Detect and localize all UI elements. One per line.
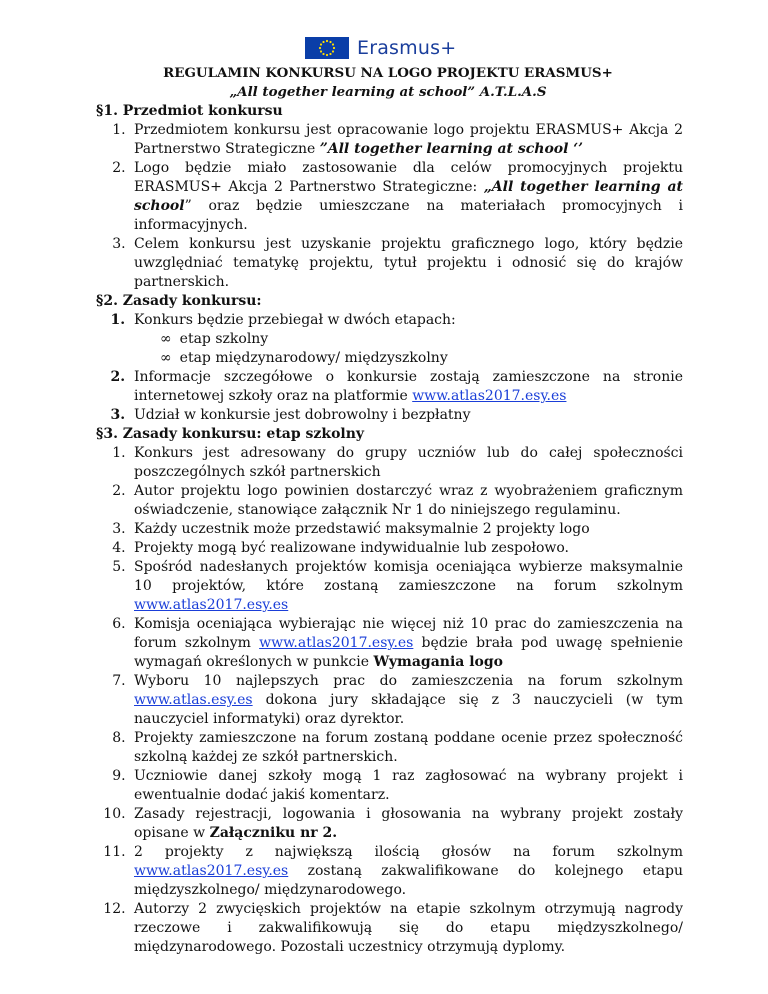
- item-text-emphasis: „All together learning at school: [134, 179, 683, 214]
- document-subtitle: „All together learning at school” A.T.L.A.S: [229, 84, 547, 100]
- item-text-bold: Wymagania logo: [373, 654, 504, 670]
- eu-flag-icon: [305, 37, 349, 59]
- list-item: 1. Konkurs jest adresowany do grupy uczniów lub do całej społeczności poszczególnych szkół partnerskich: [130, 444, 683, 482]
- item-text: Komisja oceniająca wybierając nie więcej niż 10 prac do zamieszczenia na forum szkolnym: [134, 616, 683, 651]
- list-item: 3. Celem konkursu jest uzyskanie projektu graficznego logo, który będzie uwzględniać tematykę projektu, tytuł projektu i odnosić się do krajów partnerskich.: [130, 235, 683, 292]
- list-item: 8. Projekty zamieszczone na forum zostaną poddane ocenie przez społeczność szkolną każdej ze szkół partnerskich.: [130, 729, 683, 767]
- regulations-body: [93, 64, 683, 957]
- item-text: zostaną zakwalifikowane do kolejnego etapu międzyszkolnego/ międzynarodowego.: [134, 863, 683, 898]
- stage-item: ∞ etap międzynarodowy/ międzyszkolny: [156, 349, 683, 368]
- list-item: 12. Autorzy 2 zwycięskich projektów na etapie szkolnym otrzymują nagrody rzeczowe i zakwalifikowują się do etapu międzyszkolnego/ międzynarodowego. Pozostali uczestnicy otrzymują dyplomy.: [130, 900, 683, 957]
- item-text: Informacje szczegółowe o konkursie zostają zamieszczone na stronie internetowej szkoły oraz na platformie: [134, 369, 683, 404]
- section-1-heading: §1. Przedmiot konkursu: [96, 103, 283, 119]
- erasmus-logo: [305, 36, 456, 60]
- erasmus-logo-text: Erasmus+: [357, 36, 457, 59]
- section-3-heading: §3. Zasady konkursu: etap szkolny: [96, 426, 365, 442]
- atlas-link[interactable]: www.atlas2017.esy.es: [412, 388, 567, 404]
- section-2-list: [93, 311, 683, 425]
- list-item: 2. Autor projektu logo powinien dostarczyć wraz z wyobrażeniem graficznym oświadczenie, stanowiące załącznik Nr 1 do niniejszego regulaminu.: [130, 482, 683, 520]
- section-2-heading: §2. Zasady konkursu:: [96, 293, 262, 309]
- item-text-bold: Załączniku nr 2.: [209, 825, 338, 841]
- list-item: [130, 558, 683, 615]
- section-1-list: [93, 121, 683, 292]
- item-text: Logo będzie miało zastosowanie dla celów promocyjnych projektu ERASMUS+ Akcja 2 Partnerstwo Strategiczne:: [134, 160, 683, 195]
- list-item: [130, 121, 683, 159]
- stage-list: [134, 330, 683, 368]
- item-text: będzie brała pod uwagę spełnienie wymagań określonych w punkcie: [134, 635, 683, 670]
- atlas-link[interactable]: www.atlas2017.esy.es: [134, 597, 289, 613]
- item-text: Wyboru 10 najlepszych prac do zamieszczenia na forum szkolnym: [134, 673, 683, 689]
- list-item: [130, 843, 683, 900]
- item-text-emphasis: ”All together learning at school ‘’: [319, 141, 584, 157]
- section-3-list: [93, 444, 683, 957]
- atlas-link[interactable]: www.atlas.esy.es: [134, 692, 253, 708]
- list-item: 9. Uczniowie danej szkoły mogą 1 raz zagłosować na wybrany projekt i ewentualnie dodać jakiś komentarz.: [130, 767, 683, 805]
- atlas-link[interactable]: www.atlas2017.esy.es: [134, 863, 289, 879]
- item-text: 2 projekty z największą ilością głosów na forum szkolnym: [134, 844, 683, 860]
- item-text: Przedmiotem konkursu jest opracowanie logo projektu ERASMUS+ Akcja 2 Partnerstwo Strategiczne: [134, 122, 683, 157]
- item-text: Zasady rejestracji, logowania i głosowania na wybrany projekt zostały opisane w: [134, 806, 683, 841]
- list-item: [130, 615, 683, 672]
- list-item: [130, 159, 683, 235]
- item-text: Spośród nadesłanych projektów komisja oceniająca wybierze maksymalnie 10 projektów, które zostaną zamieszczone na forum szkolnym: [134, 559, 683, 594]
- item-text: Konkurs będzie przebiegał w dwóch etapach:: [134, 312, 456, 328]
- list-item: [130, 368, 683, 406]
- document-title: REGULAMIN KONKURSU NA LOGO PROJEKTU ERASMUS+: [163, 65, 613, 81]
- list-item: [130, 672, 683, 729]
- list-item: [130, 311, 683, 368]
- item-text: dokona jury składające się z 3 nauczycieli (w tym nauczyciel informatyki) oraz dyrektor.: [134, 692, 683, 727]
- list-item: 3. Każdy uczestnik może przedstawić maksymalnie 2 projekty logo: [130, 520, 683, 539]
- list-item: 4. Projekty mogą być realizowane indywidualnie lub zespołowo.: [130, 539, 683, 558]
- stage-item: ∞ etap szkolny: [156, 330, 683, 349]
- list-item: [130, 805, 683, 843]
- list-item: 3. Udział w konkursie jest dobrowolny i bezpłatny: [130, 406, 683, 425]
- item-text: ” oraz będzie umieszczane na materiałach promocyjnych i informacyjnych.: [134, 198, 683, 233]
- atlas-link[interactable]: www.atlas2017.esy.es: [259, 635, 414, 651]
